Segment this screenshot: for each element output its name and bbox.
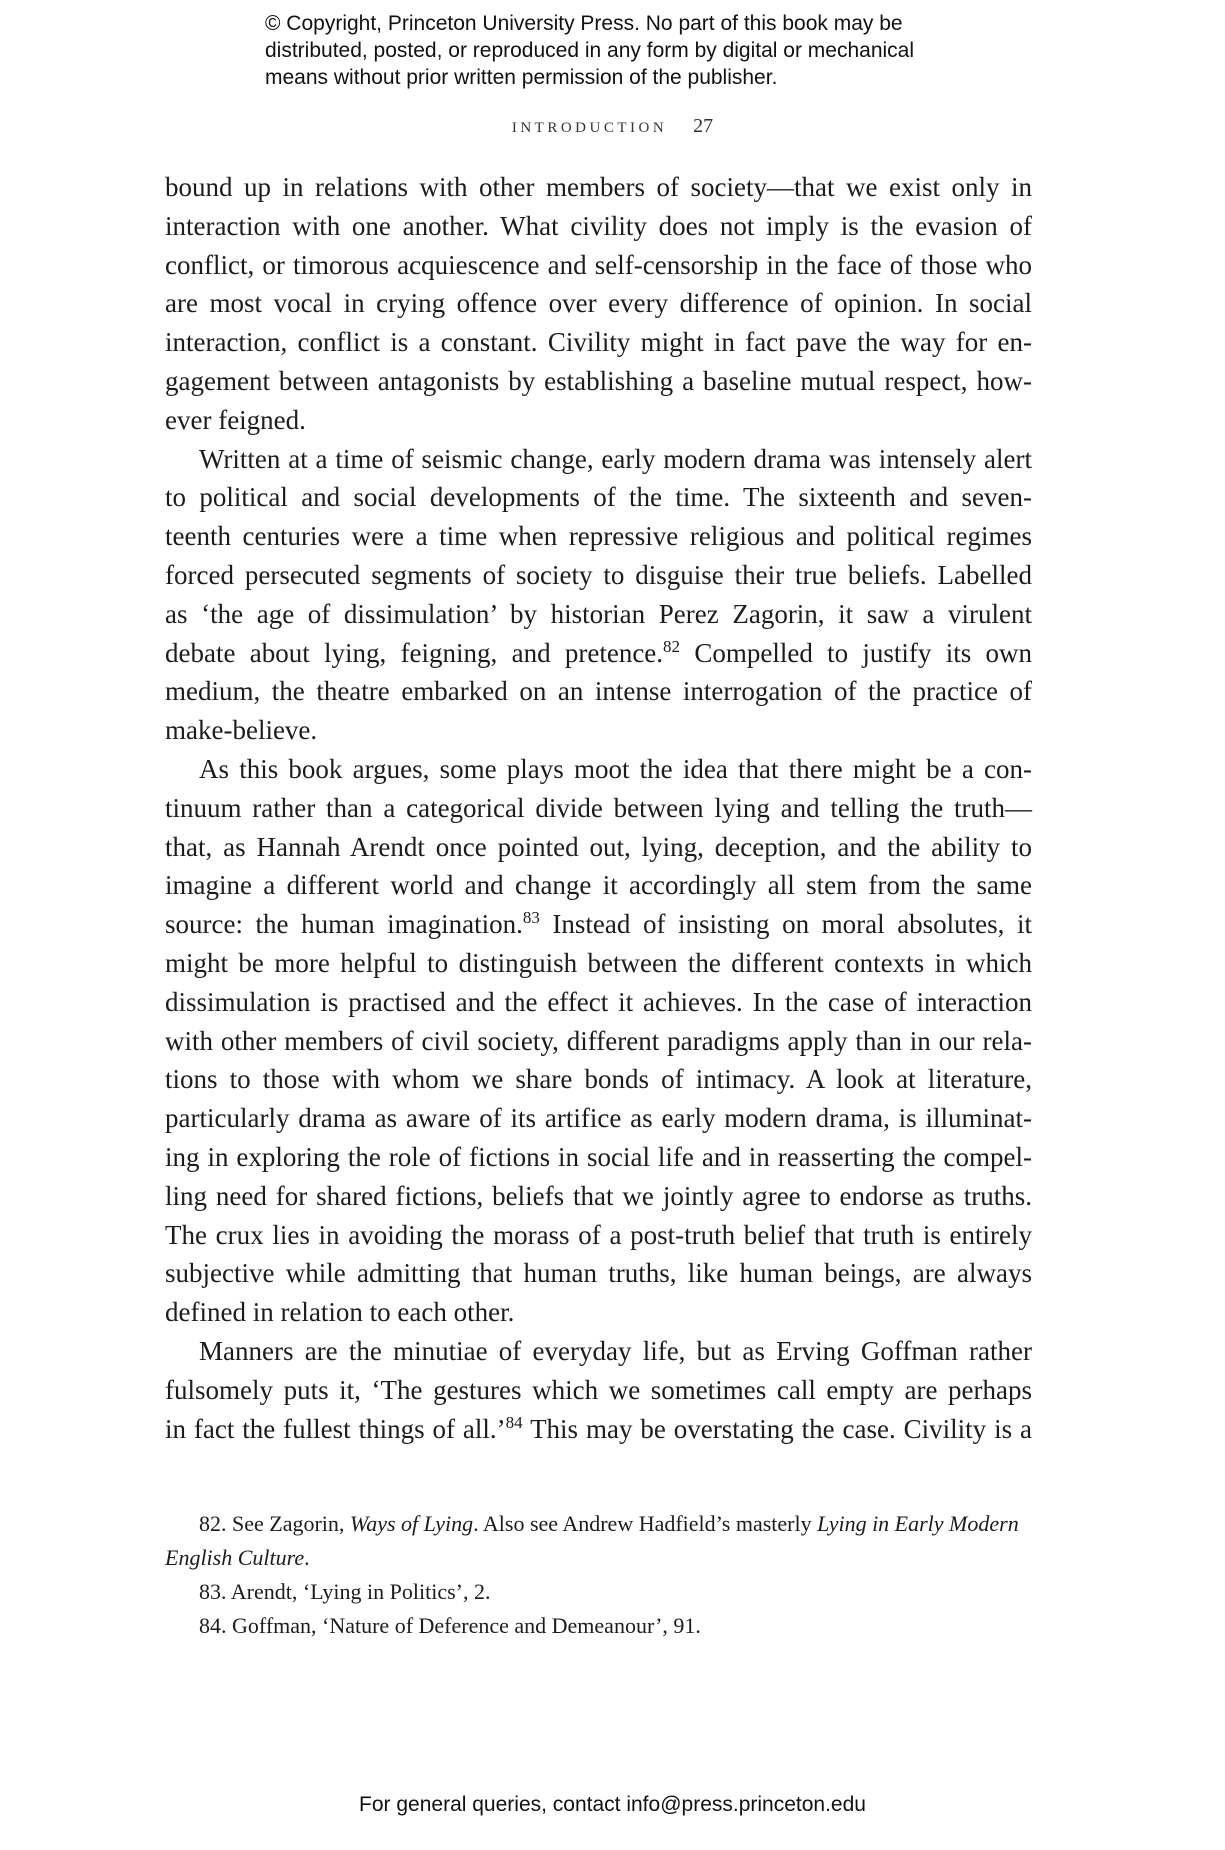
body-text [165, 168, 1032, 1448]
text-segment: Compelled to justify its own [680, 637, 1032, 668]
text-line: fulsomely puts it, ‘The gestures which we sometimes call empty are perhaps [165, 1374, 1032, 1405]
text-line: imagine a different world and change it accordingly all stem from the same [165, 870, 1032, 901]
text-line: Written at a time of seismic change, early modern drama was intensely alert [199, 443, 1032, 474]
text-line: tinuum rather than a categorical divide between lying and telling the truth— [165, 792, 1032, 823]
text-line: might be more helpful to distinguish between the different contexts in which [165, 947, 1032, 978]
text-line: As this book argues, some plays moot the idea that there might be a con- [199, 753, 1032, 784]
text-line: are most vocal in crying offence over every difference of opinion. In social [165, 288, 1032, 319]
text-line [165, 905, 1032, 944]
text-line: ing in exploring the role of fictions in social life and in reasserting the compel- [165, 1141, 1032, 1172]
text-line: as ‘the age of dissimulation’ by historian Perez Zagorin, it saw a virulent [165, 598, 1032, 629]
text-line: forced persecuted segments of society to disguise their true beliefs. Labelled [165, 559, 1032, 590]
text-line: bound up in relations with other members of society—that we exist only in [165, 172, 1032, 202]
text-line: The crux lies in avoiding the morass of a post-truth belief that truth is entirely [165, 1219, 1032, 1250]
footnotes [165, 1507, 1032, 1643]
footnote-title: Ways of Lying [349, 1511, 474, 1536]
running-head [0, 113, 1225, 138]
footnote-title: Lying in Early Modern [817, 1511, 1019, 1536]
text-line [165, 1410, 1032, 1449]
text-line: conflict, or timorous acquiescence and self-censorship in the face of those who [165, 249, 1032, 280]
copyright-notice [265, 10, 1025, 91]
text-line: ever feigned. [165, 404, 306, 435]
text-line: with other members of civil society, different paradigms apply than in our rela- [165, 1025, 1032, 1056]
text-segment: source: the human imagination. [165, 909, 523, 940]
running-title: introduction [511, 113, 668, 137]
text-line: interaction with one another. What civility does not imply is the evasion of [165, 210, 1032, 241]
text-segment: in fact the fullest things of all.’ [165, 1413, 506, 1444]
text-line: tions to those with whom we share bonds of intimacy. A look at literature, [165, 1064, 1032, 1095]
page-number: 27 [693, 115, 714, 137]
footnote-text: 82. See Zagorin, [199, 1511, 350, 1536]
text-line [165, 634, 1032, 673]
copyright-line: means without prior written permission of the publisher. [265, 66, 778, 89]
footnote-text: . Also see Andrew Hadfield’s masterly [473, 1511, 818, 1536]
footnote-84: 84. Goffman, ‘Nature of Deference and Demeanour’, 91. [199, 1613, 701, 1638]
text-segment: Instead of insisting on moral absolutes, it [539, 909, 1032, 940]
footnote-ref-84: 84 [505, 1412, 523, 1432]
text-line: particularly drama as aware of its artifice as early modern drama, is illuminat- [165, 1103, 1032, 1134]
copyright-line: distributed, posted, or reproduced in any form by digital or mechanical [265, 39, 915, 62]
text-segment: debate about lying, feigning, and pretence. [165, 637, 664, 668]
contact-footer: For general queries, contact info@press.princeton.edu [359, 1793, 866, 1816]
text-line: Manners are the minutiae of everyday life, but as Erving Goffman rather [199, 1335, 1032, 1366]
text-line: teenth centuries were a time when repressive religious and political regimes [165, 521, 1032, 552]
footnote-82 [165, 1507, 1032, 1541]
copyright-line: © Copyright, Princeton University Press. No part of this book may be [265, 12, 903, 35]
footnote-title: English Culture [165, 1545, 305, 1570]
text-line: to political and social developments of the time. The sixteenth and seven- [165, 482, 1032, 513]
text-line: medium, the theatre embarked on an intense interrogation of the practice of [165, 676, 1032, 707]
footnote-ref-82: 82 [663, 636, 681, 656]
text-line: that, as Hannah Arendt once pointed out, lying, deception, and the ability to [165, 831, 1032, 862]
text-segment: This may be overstating the case. Civility is a [522, 1413, 1032, 1444]
footnote-ref-83: 83 [522, 908, 540, 928]
text-line: ling need for shared fictions, beliefs that we jointly agree to endorse as truths. [165, 1180, 1032, 1211]
footnote-text: . [304, 1545, 310, 1570]
text-line: interaction, conflict is a constant. Civility might in fact pave the way for en- [165, 327, 1032, 358]
text-line: gagement between antagonists by establishing a baseline mutual respect, how- [165, 365, 1032, 396]
text-line: dissimulation is practised and the effect it achieves. In the case of interaction [165, 986, 1032, 1017]
text-line: subjective while admitting that human truths, like human beings, are always [165, 1258, 1032, 1289]
footnote-82-continuation [165, 1541, 1032, 1575]
text-line: defined in relation to each other. [165, 1297, 515, 1328]
text-line: make-believe. [165, 715, 318, 746]
footnote-83: 83. Arendt, ‘Lying in Politics’, 2. [199, 1579, 491, 1604]
